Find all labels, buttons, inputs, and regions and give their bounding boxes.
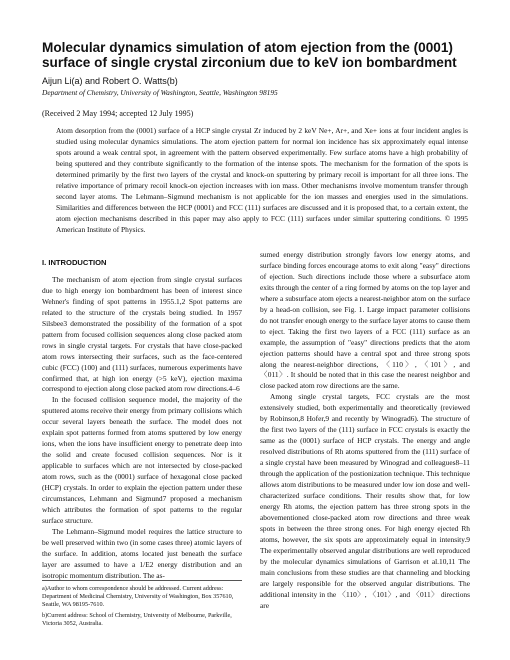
paragraph: Among single crystal targets, FCC crystals are the most extensively studied, both experimentally and theoretically (reviewed by Robinson,8 Hofer,9 and recently by Winograd6). The structure of the first two layers of the (111) surface in FCC crystals is exactly the same as the (0001) surface of HCP crystals. The energy and angle resolved distributions of Rh atoms sputtered from the (111) surface of a single crystal have been measured by Winograd and colleagues8–11 through the application of the postionization technique. This technique allows atom distributions to be measured under low ion dose and well-characterized surface conditions. Their results show that, for low energy Rh atoms, the ejection pattern has three strong spots in the abovementioned close-packed atom row directions and three weak spots in between the three strong ones. For high energy ejected Rh atoms, however, the six spots are approximately equal in intensity.9 The experimentally observed angular distributions are well reproduced by the molecular dynamics simulations of Garrison et al.10,11 The main conclusions from these studies are that channeling and blocking are largely responsible for the observed angular distributions. The additional intensity in the 〈110〉, 〈101〉, and 〈011〉 directions are (260, 392, 470, 610)
paragraph: sumed energy distribution strongly favors low energy atoms, and surface binding forces encourage atoms to exit along "easy" directions of ejection. Such directions include those where a subsurface atom exits through the center of a ring formed by atoms on the top layer and where a subsurface atom ejects a nearest-neighbor atom on the surface by a head-on collision, see Fig. 1. Large impact parameter collisions do not transfer enough energy to the surface layer atoms to cause them to eject. Taking the first two layers of a FCC (111) surface as an example, the assumption of "easy" directions predicts that the atom ejection patterns should have a central spot and three strong spots along the nearest-neighbor directions, 〈110〉, 〈101〉, and 〈011〉. It should be noted that in this case the nearest neighbor and close packed atom row directions are the same. (260, 250, 470, 391)
right-column (260, 250, 470, 611)
abstract: Atom desorption from the (0001) surface of a HCP single crystal Zr induced by 2 keV Ne+, Ar+, and Xe+ ions at four incident angles is studied using molecular dynamics simulations. The atom ejection pattern for normal ion incidence has six approximately equal intense spots around a weak central spot, in agreement with the pattern observed experimentally. Few surface atoms have a high probability of being sputtered and they contribute significantly to the formation of the intense spots. The mechanism for the formation of the spots is determined primarily by the first two layers of the crystal and knock-on sputtering by primary recoil is important for all three ions. The relative importance of primary recoil knock-on ejection increases with ion mass. Other mechanisms involve momentum transfer through second layer atoms. The Lehmann–Sigmund mechanism is not applicable for the ion masses and energies used in the simulations. Similarities and differences between the HCP (0001) and FCC (111) surfaces are discussed and it is proposed that, to a certain extent, the atom ejection mechanisms described in this paper may also apply to FCC (111) surfaces under similar sputtering conditions. © 1995 American Institute of Physics. (56, 126, 468, 234)
footnote: a)Author to whom correspondence should be addressed. Current address: Department of Medicinal Chemistry, University of Washington, Box 357610, Seattle, WA 98195-7610. (42, 585, 234, 608)
paper-affiliation: Department of Chemistry, University of Washington, Seattle, Washington 98195 (42, 88, 278, 97)
paragraph: The Lehmann–Sigmund model requires the lattice structure to be well preserved within two (in some cases three) atomic layers of the surface. In addition, atoms located just beneath the surface layer are assumed to have a 1/E2 energy distribution and an isotropic momentum distribution. The as- (42, 526, 242, 580)
paper-authors: Aijun Li(a) and Robert O. Watts(b) (42, 76, 178, 86)
left-column (42, 258, 242, 582)
paragraph: In the focused collision sequence model, the majority of the sputtered atoms receive their energy from primary collisions which occur several layers beneath the surface. The model does not explain spot patterns formed from atoms sputtered by low energy ions, when the ions have insufficient energy to penetrate deep into the solid and create focused collision sequences. Nor is it applicable to surfaces which are not intersected by close-packed atom rows, such as the (0001) surface of hexagonal close packed (HCP) crystals. In order to explain the ejection pattern under these circumstances, Lehmann and Sigmund7 proposed a mechanism which attributes the formation of spot patterns to the regular surface structure. (42, 395, 242, 525)
paragraph: The mechanism of atom ejection from single crystal surfaces due to high energy ion bombardment has been of interest since Wehner's finding of spot patterns in 1955.1,2 Spot patterns are related to the structure of the crystals being studied. In 1957 Silsbee3 demonstrated the possibility of the formation of a spot pattern from focused collision sequences along close packed atom rows in single crystal targets. For crystals that have close-packed atom rows intersecting their surfaces, such as the face-centered cubic (FCC) (100) and (111) surfaces, numerous experiments have confirmed that, at high ion energy (>5 keV), ejection maxima correspond to ejection along close packed atom row directions.4–6 (42, 274, 242, 394)
footnote: b)Current address: School of Chemistry, University of Melbourne, Parkville, Victoria 3052, Australia. (42, 612, 232, 627)
footnotes (42, 580, 242, 631)
paper-title: Molecular dynamics simulation of atom ejection from the (0001) surface of single crystal zirconium due to keV ion bombardment (42, 40, 457, 70)
section-heading: I. INTRODUCTION (42, 258, 107, 267)
received-dates: (Received 2 May 1994; accepted 12 July 1995) (42, 109, 194, 118)
